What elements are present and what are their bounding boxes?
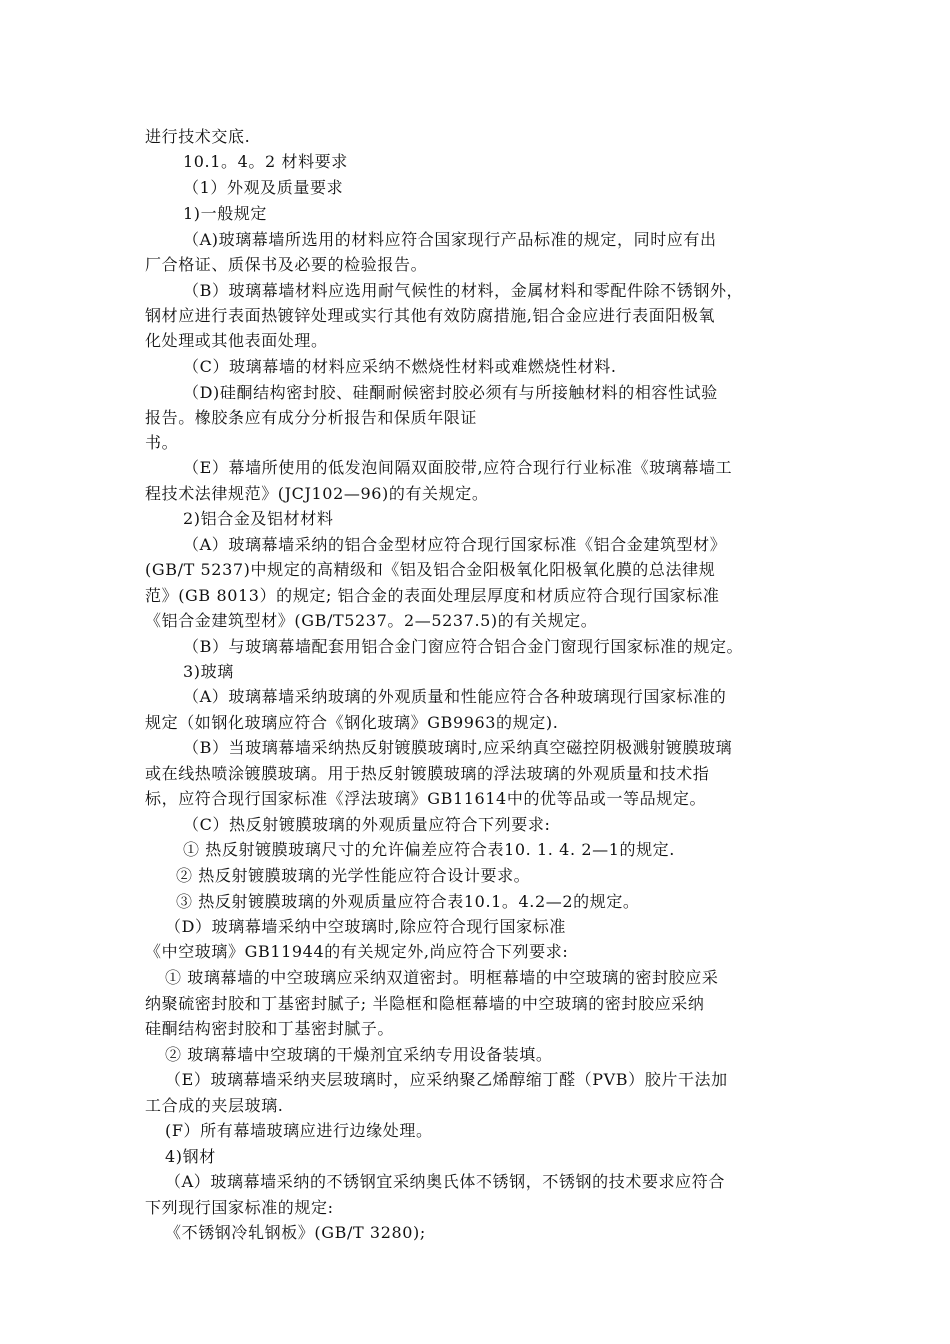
text-line: 书。 xyxy=(145,433,179,452)
text-line: 报告。橡胶条应有成分分析报告和保质年限证 xyxy=(145,408,478,427)
text-line: 硅酮结构密封胶和丁基密封腻子。 xyxy=(145,1019,395,1038)
text-line: （E）幕墙所使用的低发泡间隔双面胶带,应符合现行行业标准《玻璃幕墙工 xyxy=(183,458,733,477)
text-line: （B）玻璃幕墙材料应选用耐气候性的材料，金属材料和零配件除不锈钢外， xyxy=(183,281,744,300)
list-item: ② 玻璃幕墙中空玻璃的干燥剂宜采纳专用设备装填。 xyxy=(165,1045,553,1064)
text-line: （B）与玻璃幕墙配套用铝合金门窗应符合铝合金门窗现行国家标准的规定。 xyxy=(183,637,744,656)
list-item: ① 玻璃幕墙的中空玻璃应采纳双道密封。明框幕墙的中空玻璃的密封胶应采 xyxy=(165,968,719,987)
text-line: (F）所有幕墙玻璃应进行边缘处理。 xyxy=(165,1121,433,1140)
text-line: （A）玻璃幕墙采纳玻璃的外观质量和性能应符合各种玻璃现行国家标准的 xyxy=(183,687,727,706)
text-line: 《铝合金建筑型材》(GB/T5237。2—5237.5)的有关规定。 xyxy=(145,611,598,630)
text-line: （A)玻璃幕墙所选用的材料应符合国家现行产品标准的规定，同时应有出 xyxy=(183,230,717,249)
text-line: （E）玻璃幕墙采纳夹层玻璃时，应采纳聚乙烯醇缩丁醛（PVB）胶片干法加 xyxy=(165,1070,728,1089)
text-line: 《中空玻璃》GB11944的有关规定外,尚应符合下列要求: xyxy=(145,942,569,961)
text-line: 纳聚硫密封胶和丁基密封腻子; 半隐框和隐框幕墙的中空玻璃的密封胶应采纳 xyxy=(145,994,705,1013)
section-heading: 10.1。4。2 材料要求 xyxy=(183,152,348,171)
text-line: （C）热反射镀膜玻璃的外观质量应符合下列要求: xyxy=(183,815,551,834)
list-item: ③ 热反射镀膜玻璃的外观质量应符合表10.1。4.2—2的规定。 xyxy=(176,892,640,911)
text-line: 程技术法律规范》(JCJ102—96)的有关规定。 xyxy=(145,484,489,503)
text-line: （D）玻璃幕墙采纳中空玻璃时,除应符合现行国家标准 xyxy=(165,917,566,936)
subsection-heading: （1）外观及质量要求 xyxy=(183,178,344,197)
subsection-heading: 2)铝合金及铝材材料 xyxy=(183,509,334,528)
subsection-heading: 1)一般规定 xyxy=(183,204,268,223)
text-line: 或在线热喷涂镀膜玻璃。用于热反射镀膜玻璃的浮法玻璃的外观质量和技术指 xyxy=(145,764,710,783)
text-line: 化处理或其他表面处理。 xyxy=(145,331,328,350)
text-line: (GB/T 5237)中规定的高精级和《铝及铝合金阳极氧化阳极氧化膜的总法律规 xyxy=(145,560,716,579)
text-line: （A）玻璃幕墙采纳的铝合金型材应符合现行国家标准《铝合金建筑型材》 xyxy=(183,535,727,554)
subsection-heading: 4)钢材 xyxy=(165,1147,216,1166)
text-line: 厂合格证、质保书及必要的检验报告。 xyxy=(145,255,428,274)
text-line: 钢材应进行表面热镀锌处理或实行其他有效防腐措施,铝合金应进行表面阳极氧 xyxy=(145,306,716,325)
text-line: （D)硅酮结构密封胶、硅酮耐候密封胶必须有与所接触材料的相容性试验 xyxy=(183,383,718,402)
text-line: 标，应符合现行国家标准《浮法玻璃》GB11614中的优等品或一等品规定。 xyxy=(145,789,707,808)
text-line: （B）当玻璃幕墙采纳热反射镀膜玻璃时,应采纳真空磁控阴极溅射镀膜玻璃 xyxy=(183,738,733,757)
text-line: （C）玻璃幕墙的材料应采纳不燃烧性材料或难燃烧性材料. xyxy=(183,357,617,376)
text-line: 规定（如钢化玻璃应符合《钢化玻璃》GB9963的规定). xyxy=(145,713,559,732)
text-line: 工合成的夹层玻璃. xyxy=(145,1096,284,1115)
text-line: 进行技术交底. xyxy=(145,127,251,146)
subsection-heading: 3)玻璃 xyxy=(183,662,234,681)
text-line: （A）玻璃幕墙采纳的不锈钢宜采纳奥氏体不锈钢，不锈钢的技术要求应符合 xyxy=(165,1172,725,1191)
list-item: ① 热反射镀膜玻璃尺寸的允许偏差应符合表10. 1. 4. 2—1的规定. xyxy=(183,840,675,859)
text-line: 下列现行国家标准的规定: xyxy=(145,1198,334,1217)
text-line: 范》(GB 8013）的规定; 铝合金的表面处理层厚度和材质应符合现行国家标准 xyxy=(145,586,720,605)
list-item: ② 热反射镀膜玻璃的光学性能应符合设计要求。 xyxy=(176,866,531,885)
text-line: 《不锈钢冷轧钢板》(GB/T 3280); xyxy=(165,1223,426,1242)
